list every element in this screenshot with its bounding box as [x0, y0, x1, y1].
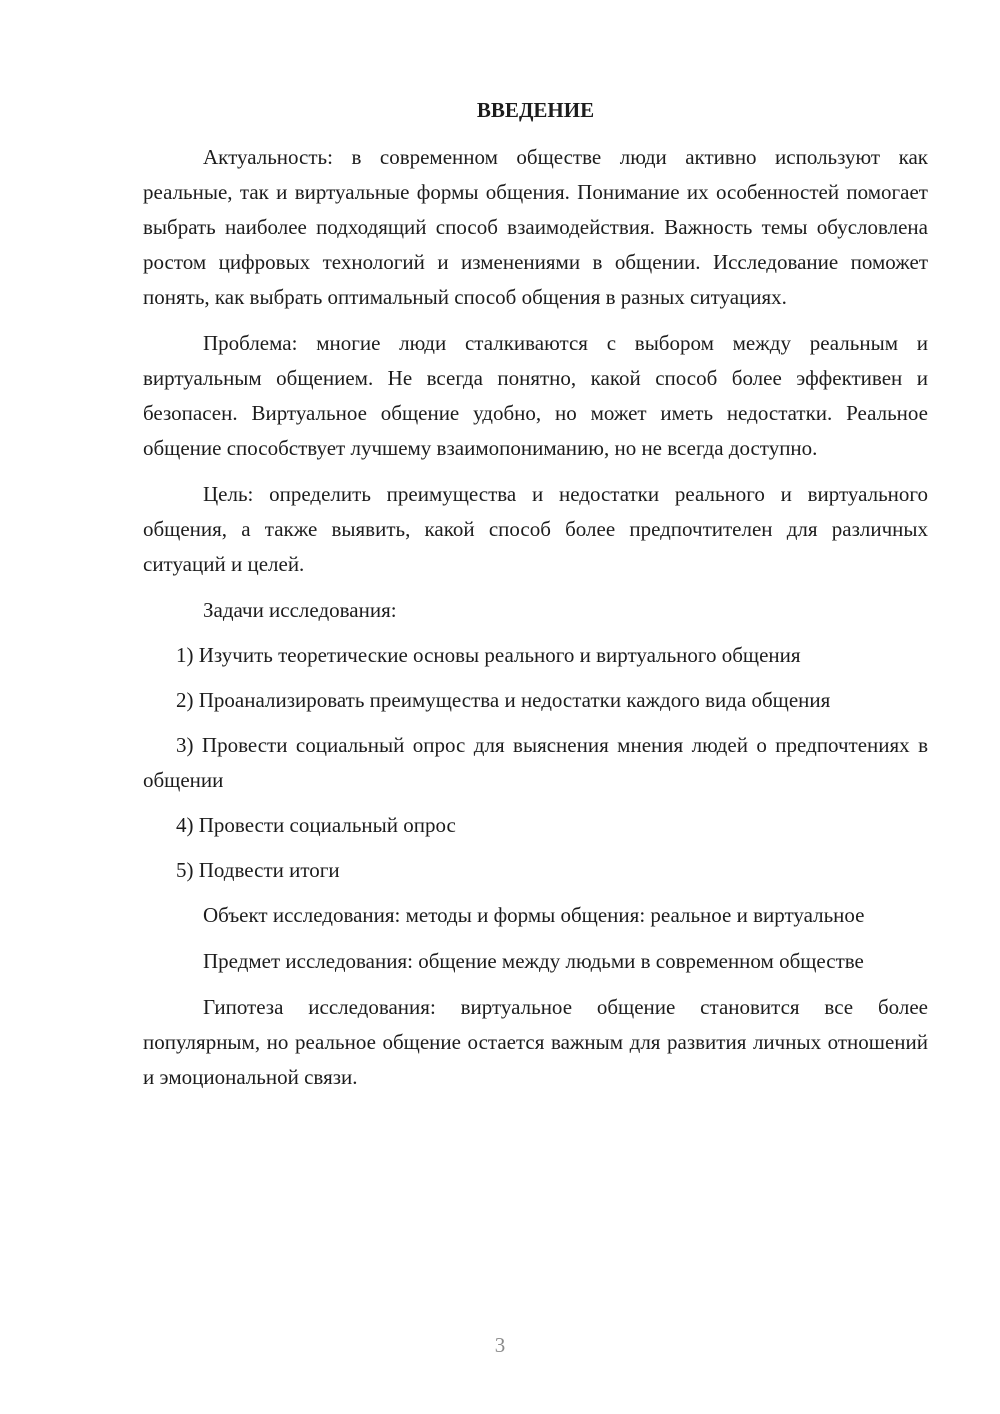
task-item-5: 5) Подвести итоги: [176, 858, 340, 882]
task-item-3: 3) Провести социальный опрос для выяснения мнения людей о предпочтениях в общении: [143, 733, 928, 792]
task-item-1: 1) Изучить теоретические основы реального и виртуального общения: [176, 643, 801, 667]
paragraph-subject: Предмет исследования: общение между людьми в современном обществе: [203, 949, 864, 973]
paragraph-hypothesis: Гипотеза исследования: виртуальное общение становится все более популярным, но реальное общение остается важным для развития личных отношений и эмоциональной связи.: [143, 995, 928, 1089]
task-item-2: 2) Проанализировать преимущества и недостатки каждого вида общения: [176, 688, 831, 712]
task-item-4: 4) Провести социальный опрос: [176, 813, 456, 837]
paragraph-relevance: Актуальность: в современном обществе люди активно используют как реальные, так и виртуальные формы общения. Понимание их особенностей помогает выбрать наиболее подходящий способ взаимодействия. Важность темы обусловлена ростом цифровых технологий и изменениями в общении. Исследование поможет понять, как выбрать оптимальный способ общения в разных ситуациях.: [143, 145, 928, 309]
paragraph-object: Объект исследования: методы и формы общения: реальное и виртуальное: [203, 903, 865, 927]
page-content: [143, 96, 928, 1106]
paragraph-goal: Цель: определить преимущества и недостатки реального и виртуального общения, а также выявить, какой способ более предпочтителен для различных ситуаций и целей.: [143, 482, 928, 576]
page-number: 3: [494, 1333, 506, 1357]
paragraph-problem: Проблема: многие люди сталкиваются с выбором между реальным и виртуальным общением. Не всегда понятно, какой способ более эффективен и безопасен. Виртуальное общение удобно, но может иметь недостатки. Реальное общение способствует лучшему взаимопониманию, но не всегда доступно.: [143, 331, 928, 460]
tasks-heading: Задачи исследования:: [203, 598, 397, 622]
page-title: ВВЕДЕНИЕ: [476, 98, 595, 122]
